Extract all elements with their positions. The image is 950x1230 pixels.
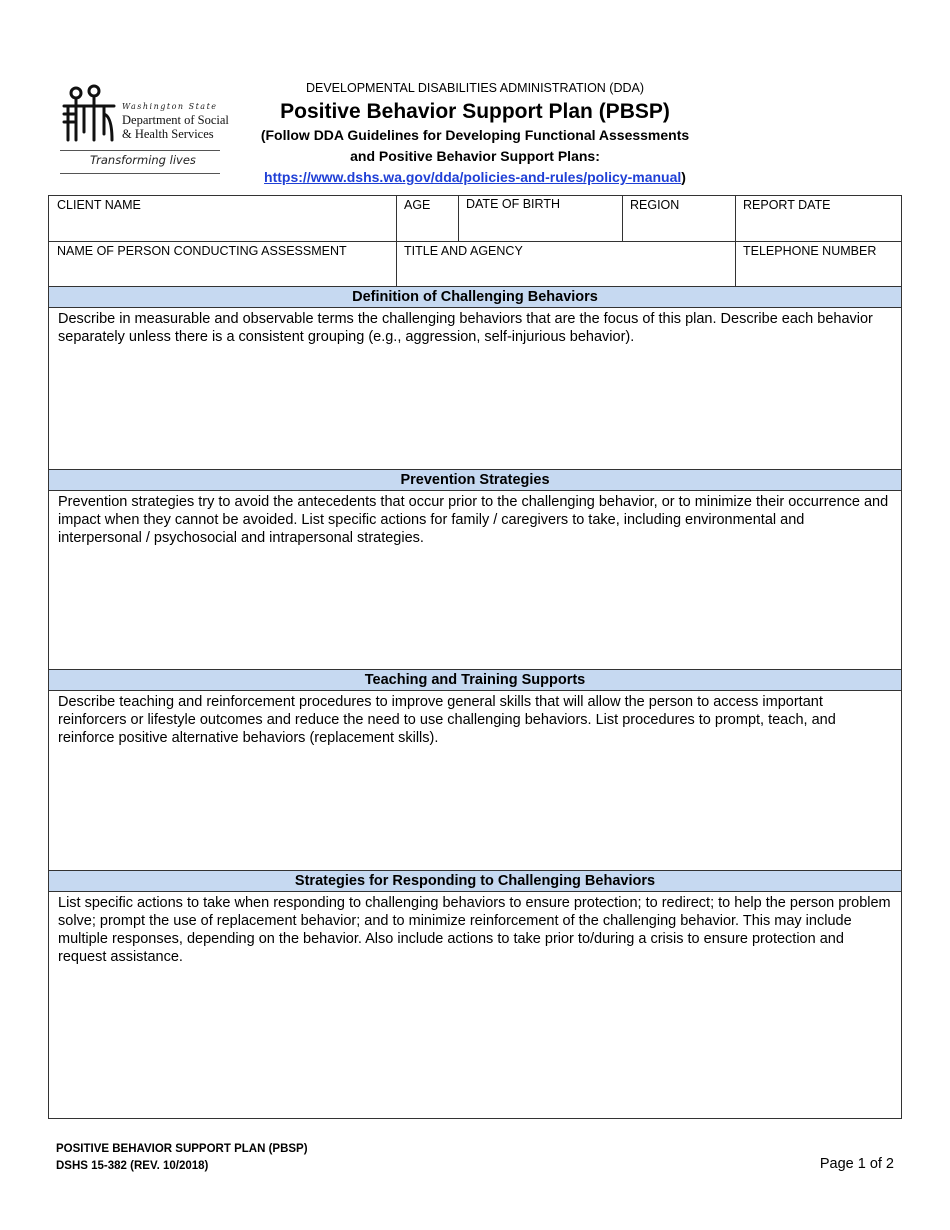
date-of-birth-label: DATE OF BIRTH: [466, 197, 560, 211]
footer-form-name: POSITIVE BEHAVIOR SUPPORT PLAN (PBSP): [56, 1143, 308, 1155]
form-subtitle-line1: (Follow DDA Guidelines for Developing Functional Assessments: [260, 127, 690, 143]
assessor-name-label: NAME OF PERSON CONDUCTING ASSESSMENT: [57, 244, 347, 258]
section-body-definition[interactable]: [49, 308, 901, 469]
logo-dept-line2: & Health Services: [122, 127, 214, 141]
section-instructions: Prevention strategies try to avoid the antecedents that occur prior to the challenging behavior, or to minimize their occurrence and impact when they cannot be avoided. List specific actions for family / caregivers to take, including environmental and interpersonal / psychosocial and intrapersonal strategies.: [58, 494, 889, 546]
administration-name: DEVELOPMENTAL DISABILITIES ADMINISTRATION (DDA): [305, 81, 645, 95]
link-suffix: ): [681, 169, 686, 185]
telephone-label: TELEPHONE NUMBER: [743, 244, 877, 258]
logo-dept-text: [122, 113, 229, 141]
form-title: Positive Behavior Support Plan (PBSP): [280, 100, 670, 123]
pbsp-form: [48, 195, 902, 1119]
dshs-people-mark-icon: [60, 84, 116, 144]
section-instructions: List specific actions to take when responding to challenging behaviors to ensure protection; to redirect; to help the person problem solve; prompt the use of replacement behavior; and to minimize reinforcement of the challenging behavior. This may include multiple responses, depending on the behavior. Also include actions to take prior to/during a crisis to ensure protection and request assistance.: [58, 895, 891, 965]
form-subtitle-line2: and Positive Behavior Support Plans:: [350, 148, 600, 164]
page-number: Page 1 of 2: [819, 1156, 894, 1172]
guidelines-link-line: [230, 167, 720, 188]
logo-rule-top: [60, 150, 220, 151]
section-body-teaching[interactable]: [49, 691, 901, 870]
client-name-field[interactable]: [49, 196, 396, 241]
logo-tagline: Transforming lives: [90, 153, 196, 167]
age-label: AGE: [404, 198, 431, 212]
section-heading-prevention: Prevention Strategies: [49, 469, 901, 491]
dshs-logo: [58, 84, 229, 174]
logo-dept-line1: Department of Social: [122, 113, 229, 127]
section-heading-responding: Strategies for Responding to Challenging Behaviors: [49, 870, 901, 892]
region-field[interactable]: [622, 196, 735, 241]
section-instructions: Describe teaching and reinforcement procedures to improve general skills that will allow the person to access important reinforcers or lifestyle outcomes and reduce the need to use challenging behaviors. List procedures to prompt, teach, and reinforce positive alternative behaviors (replacement skills).: [58, 694, 836, 746]
footer-form-info: [56, 1141, 308, 1175]
policy-manual-link[interactable]: https://www.dshs.wa.gov/dda/policies-and-rules/policy-manual: [264, 169, 682, 185]
section-body-responding[interactable]: [49, 892, 901, 1118]
logo-rule-bottom: [60, 173, 220, 174]
report-date-label: REPORT DATE: [743, 198, 831, 212]
footer-form-number: DSHS 15-382 (REV. 10/2018): [56, 1160, 209, 1172]
section-body-prevention[interactable]: [49, 491, 901, 669]
title-agency-field[interactable]: [396, 242, 735, 286]
date-of-birth-field[interactable]: [458, 195, 622, 240]
section-heading-teaching: Teaching and Training Supports: [49, 669, 901, 691]
section-heading-definition: Definition of Challenging Behaviors: [49, 286, 901, 308]
client-name-label: CLIENT NAME: [57, 198, 141, 212]
assessor-name-field[interactable]: [49, 242, 396, 286]
age-field[interactable]: [396, 196, 458, 241]
report-date-field[interactable]: [735, 196, 901, 241]
telephone-field[interactable]: [735, 242, 901, 286]
section-instructions: Describe in measurable and observable terms the challenging behaviors that are the focus of this plan. Describe each behavior separately unless there is a consistent grouping (e.g., aggression, self-injurious behavior).: [58, 311, 873, 345]
logo-state-text: Washington State: [122, 102, 218, 111]
title-agency-label: TITLE AND AGENCY: [404, 244, 523, 258]
form-header: [230, 80, 720, 188]
region-label: REGION: [630, 198, 680, 212]
